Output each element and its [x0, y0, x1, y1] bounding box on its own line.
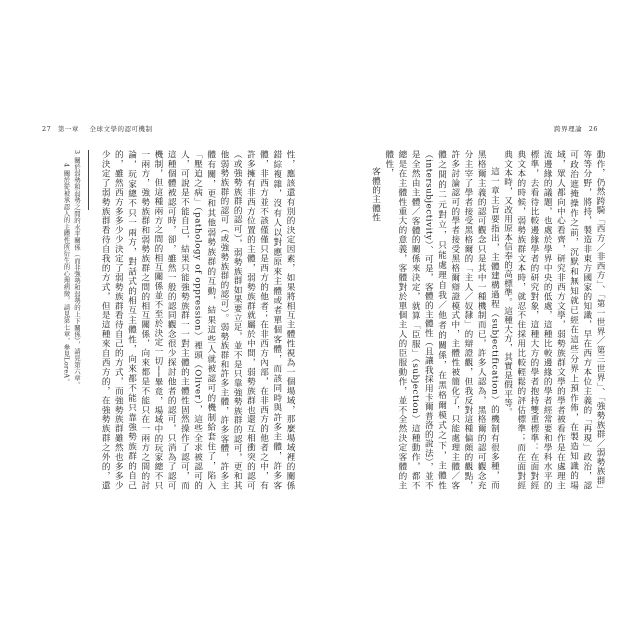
right-page-body: [334, 150, 606, 490]
left-page-number: 27: [42, 125, 52, 133]
left-running-header: [38, 124, 152, 133]
left-paragraph-1: 性，應該還有別的決定因素，如果將相互主體性視為一個場域，那麼場域裡的關係錯綜複雜，沒有人以對應原來主體或者單個客體，而該同時與許多主體，許多客體，非西方並不該僅僅只是西方的他者；在非西方內部，在非西方的他者之中，有許多擁有非西方位置的主體，弱勢族群就屬於中間，弱勢族群也還互相衝突的認可（或強勢族群的認可），弱勢族群如果要立足，並不是只靠強勢族群的認可，更和其他弱勢族群的認可（或強勢族群的認可）。弱勢族群和許多主體，許多客體，許多主體有關，更和其他弱勢族群的互動，結果這些人就被認可的機制給套住了，陷入「壓迫之病」（pathology of oppression）裡頭（Oliver），這些全求被認可的人，可說是不能自己，結果只能強勢族群一一對主體的主體性固然操作了認可，而這種個體被認可時，卻，雖然一般的認同觀念很少探討他者的認可，只消為了認可機制，但這種兩方之間的相互關係並不至於決定一切──畢竟，場域中的玩家總不只一兩方，強勢族群和弱勢族群之間的相互關係，向來都是不能只在一兩方之間的討論，玩家總不只一兩方，對話式的相互主體性，向來都不能只靠強勢族群的自己的，雖然西方多多少少決定了弱勢族群看待自己的方式，而強勢族群雖然也多多少少決定了弱勢族群看待自我的方式，但是這種來自西方的，在強勢族群之外的，還: [100, 150, 295, 490]
left-chapter-label: 第一章: [57, 125, 79, 133]
right-page-number: 26: [588, 125, 598, 133]
left-page: [34, 150, 296, 490]
right-paragraph-1: 動作，仍然跨騎「西方／非西方」、「第一世界／第三世界」、「強勢族群／弱勢族群」等等分野，將持，製造非東方國家的知識，早在西方本位主義的「再現」政治，認可政治遮掩操作之前，沉默和無知就已經在這些分界上預作佈，在製造知識的場域，眾人都向中心看齊，研究非西方文學，弱勢族群文學的學者被看作是在處理主流邊緣的議題，也處於學界中央的低處，這種比較邊緣的學者經常要和學科水平的標準，去看待比較邊緣學者的研究對象，這種大方的學者抱持雙重標準：在面對經典文本的時候，弱勢族群文本時，就忍不住採用比較輕鬆的評估標準；而在面對經典文本時，又改用原本信奉的高標準。這種大方，其實是假平等。: [502, 150, 605, 490]
footnote-rule: [88, 150, 89, 210]
left-page-body: [100, 150, 296, 490]
footnote-4: 4 關於從被承認人的主體性所衍生的心理病徵，請見第七章，參見LoreA。: [62, 162, 71, 385]
right-paragraph-3: 客體的主體性: [370, 167, 381, 223]
right-header-title: 跨界理論: [554, 125, 583, 133]
footnotes: [34, 150, 82, 490]
right-paragraph-2: 這一章主旨要指出，主體建構過程（subjectification）的機制有很多種，而黑格爾主義的認可觀念只是其中一種機制而已，許多人認為，黑格爾的認可觀念充分主宰了學者接受黑格爾的「主人／奴隸」的辯證觀，但我反對這種偏頗的觀點，許多討論認可的學者接受黑格爾辯證模式中，主體性被簡化了，只能處理主體／客體之間的二元對立，只能處理自我／他者的關係，在黑格爾模式之下，主體性（intersubjectivity）、可是，客體的主體性（且讓我採用卡爾普洛的說法），並不是全然由主體／客體的關係來決定，就算「臣服」（subjection）這種動作，都不總是在主體性重大的意義，客體對於單個主人的臣服動作，並不全然決定客體的主體性，: [383, 150, 500, 490]
footnote-3: 3 關於弱勢和弱勢之間的水平關係（而非強勢和弱勢的上下關係），請見第六章。: [73, 150, 81, 388]
right-page: [334, 150, 606, 490]
left-header-title: 全球文學的認可機制: [89, 125, 153, 133]
right-running-header: [554, 124, 602, 133]
